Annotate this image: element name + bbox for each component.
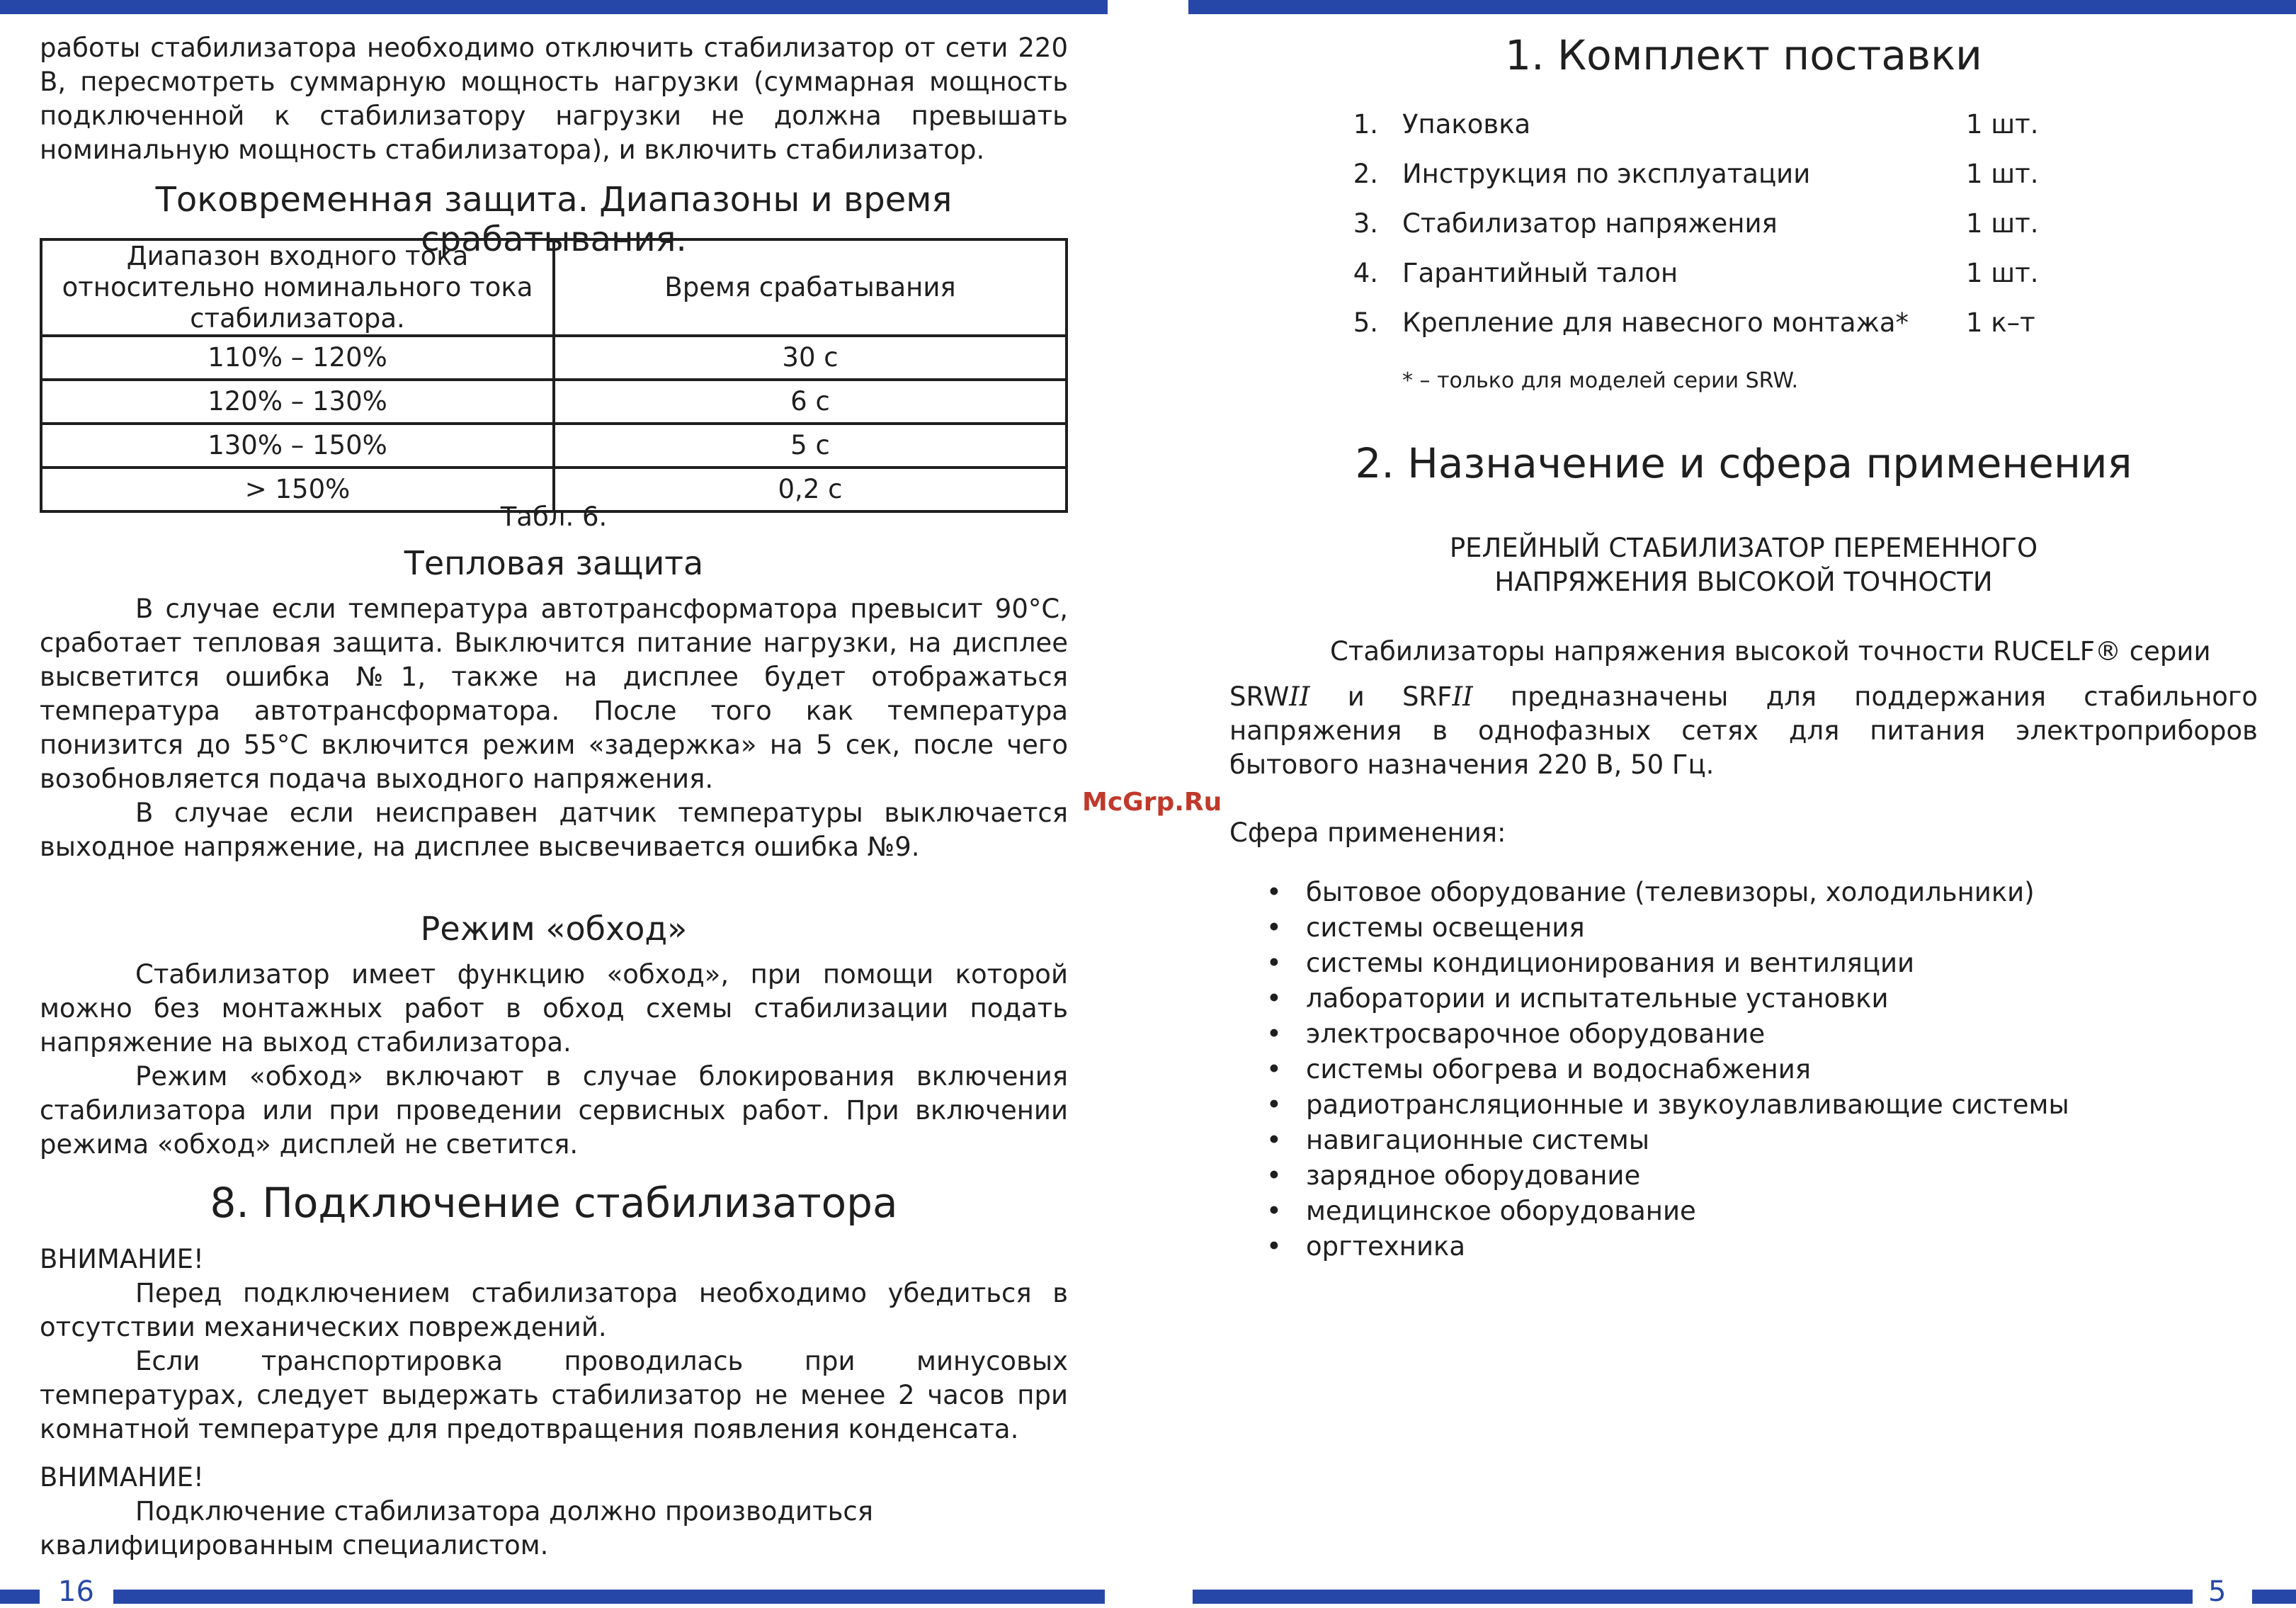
table-cell-time: 30 с: [554, 336, 1067, 380]
attention-2: ВНИМАНИЕ!: [40, 1462, 204, 1493]
subtitle-line-2: НАПРЯЖЕНИЯ ВЫСОКОЙ ТОЧНОСТИ: [1494, 567, 1993, 597]
section-8-paragraph-3-line-1: Подключение стабилизатора должно производиться: [135, 1496, 874, 1527]
attention-1: ВНИМАНИЕ!: [40, 1244, 204, 1274]
table-cell-time: 5 с: [554, 424, 1067, 468]
kit-qty: 1 к–т: [1966, 307, 2035, 338]
kit-number: 5.: [1353, 307, 1378, 338]
bullet-icon: •: [1266, 1125, 1282, 1155]
kit-qty: 1 шт.: [1966, 159, 2039, 189]
table-cell-range: > 150%: [41, 468, 554, 511]
kit-note: * – только для моделей серии SRW.: [1402, 368, 1799, 393]
table-header-range: Диапазон входного тока относительно номинального тока стабилизатора.: [41, 239, 554, 336]
table-title: Токовременная защита. Диапазоны и время срабатывания.: [155, 180, 953, 259]
list-item-text: бытовое оборудование (телевизоры, холодильники): [1306, 877, 2035, 907]
table-row: [41, 424, 1067, 468]
table-cell-range: 120% – 130%: [41, 380, 554, 424]
section-2-title: 2. Назначение и сфера применения: [1355, 439, 2132, 487]
list-item-text: оргтехника: [1306, 1231, 1466, 1262]
bullet-icon: •: [1266, 912, 1282, 943]
bottom-bar-left-short: [0, 1590, 40, 1604]
description-line-1: Стабилизаторы напряжения высокой точности RUCELF® серии: [1330, 636, 2211, 667]
bullet-icon: •: [1266, 877, 1282, 907]
page-number-left: 16: [58, 1575, 94, 1608]
kit-number: 1.: [1353, 109, 1378, 140]
bullet-icon: •: [1266, 1231, 1282, 1262]
bullet-icon: •: [1266, 1196, 1282, 1226]
list-item-text: медицинское оборудование: [1306, 1196, 1696, 1226]
bypass-paragraph-1: Стабилизатор имеет функцию «обход», при помощи которой можно без монтажных работ в обход схемы стабилизации подать напряжение на выход стабилизатора.: [40, 959, 1068, 1058]
bullet-icon: •: [1266, 1019, 1282, 1049]
description-paragraph: [1229, 680, 2258, 782]
list-item-text: системы обогрева и водоснабжения: [1306, 1054, 1812, 1085]
table-cell-time: 6 с: [554, 380, 1067, 424]
bullet-icon: •: [1266, 983, 1282, 1014]
table-cell-range: 130% – 150%: [41, 424, 554, 468]
bottom-bar-right-short: [2252, 1590, 2296, 1604]
section-1-title: 1. Комплект поставки: [1505, 31, 1982, 79]
time-current-table: [40, 238, 1068, 513]
subtitle-line-1: РЕЛЕЙНЫЙ СТАБИЛИЗАТОР ПЕРЕМЕННОГО: [1449, 533, 2038, 563]
list-item-text: электросварочное оборудование: [1306, 1019, 1766, 1049]
thermal-title: Тепловая защита: [404, 544, 704, 582]
kit-item: Гарантийный талон: [1402, 258, 1678, 288]
table-caption: Табл. 6.: [500, 502, 608, 532]
kit-qty: 1 шт.: [1966, 208, 2039, 239]
table-row: [41, 336, 1067, 380]
thermal-paragraph-2: В случае если неисправен датчик температуры выключается выходное напряжение, на дисплее высвечивается ошибка №9.: [40, 798, 1068, 862]
list-item-text: системы кондиционирования и вентиляции: [1306, 948, 1915, 978]
table-cell-time: 0,2 с: [554, 468, 1067, 511]
bullet-icon: •: [1266, 1054, 1282, 1085]
list-item-text: навигационные системы: [1306, 1125, 1649, 1155]
model-srw: SRW: [1229, 681, 1290, 712]
list-item-text: лаборатории и испытательные установки: [1306, 983, 1889, 1014]
kit-number: 4.: [1353, 258, 1378, 288]
table-header-time: Время срабатывания: [554, 239, 1067, 336]
roman-numeral: II: [1452, 681, 1473, 712]
roman-numeral: II: [1289, 681, 1310, 712]
bypass-title: Режим «обход»: [420, 910, 688, 948]
kit-item: Упаковка: [1402, 109, 1531, 140]
bullet-icon: •: [1266, 1089, 1282, 1120]
kit-number: 2.: [1353, 159, 1378, 189]
table-row: [41, 380, 1067, 424]
scope-label: Сфера применения:: [1229, 817, 1506, 848]
kit-qty: 1 шт.: [1966, 258, 2039, 288]
conjunction: и: [1309, 681, 1402, 712]
right-page: [1229, 0, 2258, 1607]
left-page: [40, 0, 1068, 1607]
intro-paragraph: работы стабилизатора необходимо отключить стабилизатор от сети 220 В, пересмотреть суммарную мощность нагрузки (суммарная мощность подключенной к стабилизатору нагрузки не должна превышать номинальную мощность стабилизатора), и включить стабилизатор.: [40, 33, 1068, 165]
kit-qty: 1 шт.: [1966, 109, 2039, 140]
section-8-title: 8. Подключение стабилизатора: [210, 1179, 898, 1227]
section-8-paragraph-3-line-2: квалифицированным специалистом.: [40, 1530, 549, 1561]
section-8-paragraph-2: Если транспортировка проводилась при минусовых температурах, следует выдержать стабилизатор не менее 2 часов при комнатной температуре для предотвращения появления конденсата.: [40, 1346, 1068, 1444]
page-number-right: 5: [2208, 1575, 2227, 1608]
bullet-icon: •: [1266, 948, 1282, 978]
kit-item: Крепление для навесного монтажа*: [1402, 307, 1909, 338]
table-cell-range: 110% – 120%: [41, 336, 554, 380]
kit-item: Инструкция по эксплуатации: [1402, 159, 1811, 189]
bullet-icon: •: [1266, 1160, 1282, 1191]
description-rest: предназначены для поддержания стабильного напряжения в однофазных сетях для питания электроприборов бытового назначения 220 В, 50 Гц.: [1229, 681, 2258, 780]
thermal-paragraph-1: В случае если температура автотрансформатора превысит 90°С, сработает тепловая защита. Выключится питание нагрузки, на дисплее высветится ошибка №1, также на дисплее будет отображаться температура автотрансформатора. После того как температура понизится до 55°С включится режим «задержка» на 5 сек, после чего возобновляется подача выходного напряжения.: [40, 594, 1068, 794]
kit-item: Стабилизатор напряжения: [1402, 208, 1778, 239]
bypass-paragraph-2: Режим «обход» включают в случае блокирования включения стабилизатора или при проведении сервисных работ. При включении режима «обход» дисплей не светится.: [40, 1061, 1068, 1160]
section-8-paragraph-1: Перед подключением стабилизатора необходимо убедиться в отсутствии механических повреждений.: [40, 1278, 1068, 1342]
kit-number: 3.: [1353, 208, 1378, 239]
list-item-text: зарядное оборудование: [1306, 1160, 1641, 1191]
list-item-text: системы освещения: [1306, 912, 1585, 943]
model-srf: SRF: [1402, 681, 1453, 712]
list-item-text: радиотрансляционные и звукоулавливающие системы: [1306, 1089, 2069, 1120]
watermark: McGrp.Ru: [1082, 788, 1222, 817]
